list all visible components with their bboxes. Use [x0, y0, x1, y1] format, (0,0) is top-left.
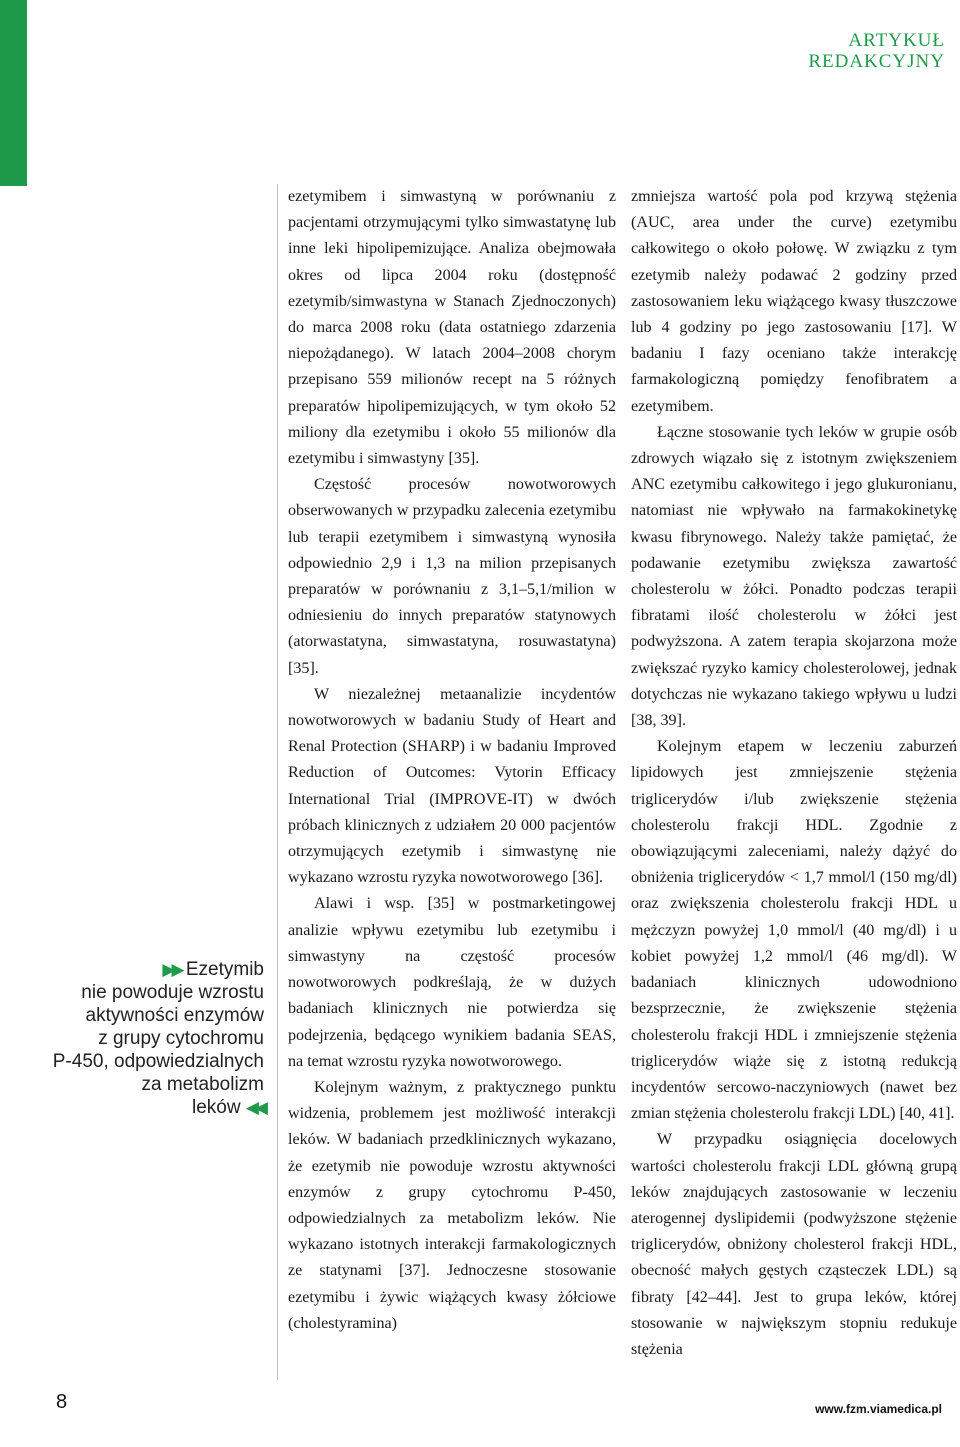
pull-quote-line-4: z grupy cytochromu — [98, 1028, 264, 1049]
column-divider — [277, 184, 278, 1380]
section-color-bar — [0, 0, 27, 186]
paragraph: W przypadku osiągnięcia docelowych wartości cholesterolu frakcji LDL główną grupą leków znajdujących zastosowanie w leczeniu aterogennej dyslipidemii (podwyższone stężenie triglicerydów, obniżony cholesterol frakcji HDL, obecność małych gęstych cząsteczek LDL) są fibraty [42–44]. Jest to grupa leków, której stosowanie w największym stopniu redukuje stężenia — [631, 1131, 957, 1358]
paragraph: Kolejnym ważnym, z praktycznego punktu widzenia, problemem jest możliwość interakcji leków. W badaniach przedklinicznych wykazano, że ezetymib nie powoduje wzrostu aktywności enzymów z grupy cytochromu P-450, odpowiedzialnych za metabolizm leków. Nie wykazano istotnych interakcji farmakologicznych ze statynami [37]. Jednoczesne stosowanie ezetymibu i żywic wiążących kwasy żółciowe (cholestyramina) — [288, 1078, 616, 1332]
pull-quote-line-2: nie powoduje wzrostu — [81, 982, 264, 1003]
paragraph: ezetymibem i simwastyną w porównaniu z pacjentami otrzymującymi tylko simwastatynę lub inne leki hipolipemizujące. Analiza obejmowała okres od lipca 2004 roku (dostępność ezetymib/simwastyna w Stanach Zjednoczonych) do marca 2008 roku (data ostatniego zdarzenia niepożądanego). W latach 2004–2008 chorym przepisano 559 milionów recept na 5 różnych preparatów hipolipemizujących, w tym około 52 miliony dla ezetymibu i około 55 milionów dla ezetymibu i simwastyny [35]. — [288, 188, 616, 468]
paragraph: zmniejsza wartość pola pod krzywą stężenia (AUC, area under the curve) ezetymibu całkowitego o około połowę. W związku z tym ezetymib należy podawać 2 godziny przed zastosowaniem leku wiążącego kwasy tłuszczowe lub 4 godziny po jego zastosowaniu [17]. W badaniu I fazy oceniano także interakcję farmakologiczną pomiędzy fenofibratem a ezetymibem. — [631, 188, 957, 415]
pull-quote-line-5: P-450, odpowiedzialnych — [52, 1051, 264, 1072]
pull-quote-line-7: leków ◀◀ — [191, 1097, 264, 1118]
pull-quote-line-1: ▶▶ Ezetymib — [162, 959, 264, 980]
paragraph: Łączne stosowanie tych leków w grupie osób zdrowych wiązało się z istotnym zwiększeniem ANC ezetymibu całkowitego i jego glukuronianu, natomiast nie wpływało na farmakokinetykę kwasu fibrynowego. Należy także pamiętać, że podawanie ezetymibu zwiększa zawartość cholesterolu w żółci. Ponadto podczas terapii fibratami ilość cholesterolu w żółci jest podwyższona. A zatem terapia skojarzona może zwiększać ryzyko kamicy cholesterolowej, jednak dotychczas nie wykazano takiego wpływu u ludzi [38, 39]. — [631, 423, 957, 730]
double-arrow-right-icon: ▶▶ — [162, 960, 181, 979]
pull-quote-line-6: za metabolizm — [141, 1074, 264, 1095]
pull-quote — [40, 958, 264, 1119]
pull-quote-line-3: aktywności enzymów — [85, 1005, 264, 1026]
section-label — [645, 30, 945, 72]
footer-url[interactable]: www.fzm.viamedica.pl — [815, 1402, 942, 1416]
double-arrow-left-icon: ◀◀ — [245, 1098, 264, 1117]
paragraph: Kolejnym etapem w leczeniu zaburzeń lipidowych jest zmniejszenie stężenia triglicerydów i/lub zwiększenie stężenia cholesterolu frakcji HDL. Zgodnie z obowiązującymi zaleceniami, należy dążyć do obniżenia triglicerydów < 1,7 mmol/l (150 mg/dl) oraz zwiększenia cholesterolu frakcji HDL u mężczyzn powyżej 1,0 mmol/l (40 mg/dl) i u kobiet powyżej 1,2 mmol/l (46 mg/dl). W badaniach klinicznych udowodniono bezsprzecznie, że zwiększenie stężenia cholesterolu frakcji HDL i zmniejszenie stężenia triglicerydów wiąże się z istotną redukcją incydentów sercowo-naczyniowych (nawet bez zmian stężenia cholesterolu frakcji LDL) [40, 41]. — [631, 738, 957, 1123]
section-label-line2: REDAKCYJNY — [808, 51, 945, 72]
article-column-2 — [631, 184, 957, 1363]
section-label-line1: ARTYKUŁ — [848, 30, 945, 51]
paragraph: Częstość procesów nowotworowych obserwowanych w przypadku zalecenia ezetymibu lub terapii ezetymibem i simwastyną wynosiła odpowiednio 2,9 i 1,3 na milion przepisanych preparatów w porównaniu z 3,1–5,1/milion w odniesieniu do innych preparatów statynowych (atorwastatyna, simwastatyna, rosuwastatyna) [35]. — [288, 476, 616, 677]
page-number: 8 — [56, 1391, 68, 1413]
paragraph: Alawi i wsp. [35] w postmarketingowej analizie wpływu ezetymibu lub ezetymibu i simwastyny na częstość procesów nowotworowych podkreślają, że w dużych badaniach klinicznych nie potwierdza się podejrzenia, będącego wynikiem badania SEAS, na temat wzrostu ryzyka nowotworowego. — [288, 895, 616, 1070]
article-column-1 — [288, 184, 616, 1337]
paragraph: W niezależnej metaanalizie incydentów nowotworowych w badaniu Study of Heart and Renal Protection (SHARP) i w badaniu Improved Reduction of Outcomes: Vytorin Efficacy International Trial (IMPROVE-IT) w dwóch próbach klinicznych z udziałem 20 000 pacjentów otrzymujących ezetymib i simwastynę nie wykazano wzrostu ryzyka nowotworowego [36]. — [288, 685, 616, 887]
